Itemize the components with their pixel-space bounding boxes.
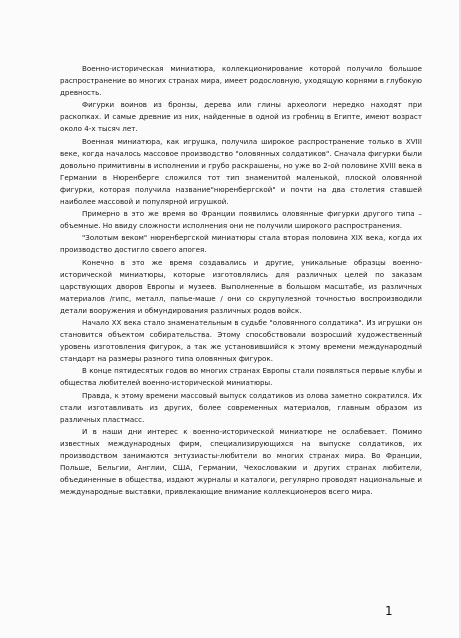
paragraph-9: Правда, к этому времени массовый выпуск солдатиков из олова заметно сократился. Их стали изготавливать из других, более современных материалов, главным образом из различных пластмасс. bbox=[60, 390, 422, 424]
paragraph-10: И в наши дни интерес к военно-исторической миниатюре не ослабевает. Помимо известных международных фирм, специализирующихся на выпуске солдатиков, их производством занимаются энтузиасты-любители во многих странах мира. Во Франции, Польше, Бельгии, Англии, США, Германии, Чехословакии и других странах любители, объединенные в общества, издают журналы и каталоги, регулярно проводят национальные и международные выставки, привлекающие внимание коллекционеров всего мира. bbox=[60, 426, 422, 497]
paragraph-4: Примерно в это же время во Франции появились оловянные фигурки другого типа – объемные. Но ввиду сложности исполнения они не получили широкого распространения. bbox=[60, 209, 422, 231]
paragraph-7: Начало XX века стало знаменательным в судьбе "оловянного солдатика". Из игрушки он становится объектом собирательства. Этому способствовали возросший художественный уровень изготовления фигурок, а так же установившийся к этому времени международный стандарт на размеры разного типа оловянных фигурок. bbox=[60, 317, 422, 364]
paragraph-2: Фигурки воинов из бронзы, дерева или глины археологи нередко находят при раскопках. И самые древние из них, найденные в одной из гробниц в Египте, имеют возраст около 4-х тысяч лет. bbox=[60, 100, 422, 134]
page-number: 1 bbox=[385, 604, 393, 618]
paragraph-5: "Золотым веком" нюренбергской миниатюры стала вторая половина XIX века, когда их производство достигло своего апогея. bbox=[60, 233, 422, 255]
paragraph-1: Военно-историческая миниатюра, коллекционирование которой получило большое распространение во многих странах мира, имеет родословную, уходящую корнями в глубокую древность. bbox=[60, 64, 423, 98]
paragraph-8: В конце пятидесятых годов во многих странах Европы стали появляться первые клубы и общества любителей военно-исторической миниатюры. bbox=[60, 366, 422, 388]
body-text bbox=[60, 63, 422, 498]
paragraph-6: Конечно в это же время создавались и другие, уникальные образцы военно-исторической миниатюры, которые изготовлялись для различных целей по заказам царствующих дворов Европы и музеев. Выполненные в большом масштабе, из различных материалов /гипс, металл, папье-маше / они со скрупулезной точностью воспроизводили детали вооружения и обмундирования различных родов войск. bbox=[60, 257, 422, 315]
paragraph-3: Военная миниатюра, как игрушка, получила широкое распространение только в XVIII веке, когда началось массовое производство "оловянных солдатиков". Сначала фигурки были довольно примитивны в исполнении и грубо раскрашены, но уже во 2-ой половине XVIII века в Германии в Нюренберге сложился тот тип знаменитой маленькой, плоской оловянной фигурки, которая получила название"нюренбергской" и почти на два столетия ставшей наиболее массовой и популярной игрушкой. bbox=[60, 136, 422, 207]
